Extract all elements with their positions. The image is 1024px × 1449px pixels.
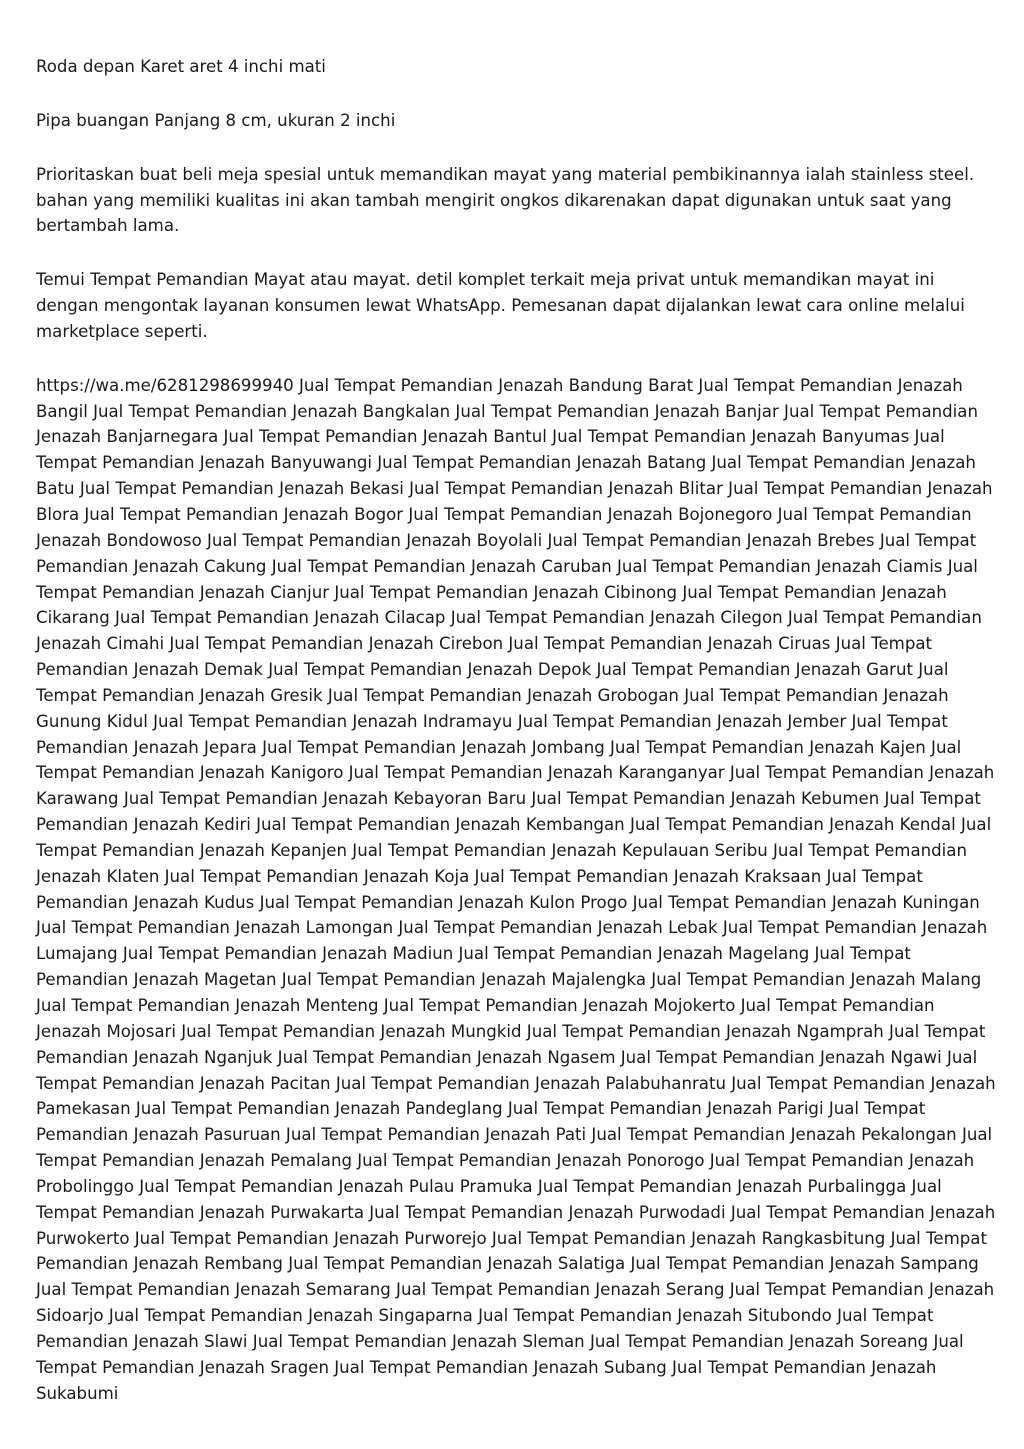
paragraph-material-advice: Prioritaskan buat beli meja spesial untuk memandikan mayat yang material pembikinannya ialah stainless steel. bahan yang memiliki kualitas ini akan tambah mengirit ongkos dikarenakan dapat digunakan untuk saat yang bertambah lama. — [36, 164, 975, 236]
paragraph-contact-info: Temui Tempat Pemandian Mayat atau mayat. detil komplet terkait meja privat untuk memandikan mayat ini dengan mengontak layanan konsumen lewat WhatsApp. Pemesanan dapat dijalankan lewat cara online melalui marketplace seperti. — [36, 270, 965, 341]
paragraph-drain-pipe-spec: Pipa buangan Panjang 8 cm, ukuran 2 inchi — [36, 110, 396, 130]
paragraph-location-list: https://wa.me/6281298699940 Jual Tempat Pemandian Jenazah Bandung Barat Jual Tempat Pemandian Jenazah Bangil Jual Tempat Pemandian Jenazah Bangkalan Jual Tempat Pemandian Jenazah Banjar Jual Tempat Pemandian Jenazah Banjarnegara Jual Tempat Pemandian Jenazah Bantul Jual Tempat Pemandian Jenazah Banyumas Jual Tempat Pemandian Jenazah Banyuwangi Jual Tempat Pemandian Jenazah Batang Jual Tempat Pemandian Jenazah Batu Jual Tempat Pemandian Jenazah Bekasi Jual Tempat Pemandian Jenazah Blitar Jual Tempat Pemandian Jenazah Blora Jual Tempat Pemandian Jenazah Bogor Jual Tempat Pemandian Jenazah Bojonegoro Jual Tempat Pemandian Jenazah Bondowoso Jual Tempat Pemandian Jenazah Boyolali Jual Tempat Pemandian Jenazah Brebes Jual Tempat Pemandian Jenazah Cakung Jual Tempat Pemandian Jenazah Caruban Jual Tempat Pemandian Jenazah Ciamis Jual Tempat Pemandian Jenazah Cianjur Jual Tempat Pemandian Jenazah Cibinong Jual Tempat Pemandian Jenazah Cikarang Jual Tempat Pemandian Jenazah Cilacap Jual Tempat Pemandian Jenazah Cilegon Jual Tempat Pemandian Jenazah Cimahi Jual Tempat Pemandian Jenazah Cirebon Jual Tempat Pemandian Jenazah Ciruas Jual Tempat Pemandian Jenazah Demak Jual Tempat Pemandian Jenazah Depok Jual Tempat Pemandian Jenazah Garut Jual Tempat Pemandian Jenazah Gresik Jual Tempat Pemandian Jenazah Grobogan Jual Tempat Pemandian Jenazah Gunung Kidul Jual Tempat Pemandian Jenazah Indramayu Jual Tempat Pemandian Jenazah Jember Jual Tempat Pemandian Jenazah Jepara Jual Tempat Pemandian Jenazah Jombang Jual Tempat Pemandian Jenazah Kajen Jual Tempat Pemandian Jenazah Kanigoro Jual Tempat Pemandian Jenazah Karanganyar Jual Tempat Pemandian Jenazah Karawang Jual Tempat Pemandian Jenazah Kebayoran Baru Jual Tempat Pemandian Jenazah Kebumen Jual Tempat Pemandian Jenazah Kediri Jual Tempat Pemandian Jenazah Kembangan Jual Tempat Pemandian Jenazah Kendal Jual Tempat Pemandian Jenazah Kepanjen Jual Tempat Pemandian Jenazah Kepulauan Seribu Jual Tempat Pemandian Jenazah Klaten Jual Tempat Pemandian Jenazah Koja Jual Tempat Pemandian Jenazah Kraksaan Jual Tempat Pemandian Jenazah Kudus Jual Tempat Pemandian Jenazah Kulon Progo Jual Tempat Pemandian Jenazah Kuningan Jual Tempat Pemandian Jenazah Lamongan Jual Tempat Pemandian Jenazah Lebak Jual Tempat Pemandian Jenazah Lumajang Jual Tempat Pemandian Jenazah Madiun Jual Tempat Pemandian Jenazah Magelang Jual Tempat Pemandian Jenazah Magetan Jual Tempat Pemandian Jenazah Majalengka Jual Tempat Pemandian Jenazah Malang Jual Tempat Pemandian Jenazah Menteng Jual Tempat Pemandian Jenazah Mojokerto Jual Tempat Pemandian Jenazah Mojosari Jual Tempat Pemandian Jenazah Mungkid Jual Tempat Pemandian Jenazah Ngamprah Jual Tempat Pemandian Jenazah Nganjuk Jual Tempat Pemandian Jenazah Ngasem Jual Tempat Pemandian Jenazah Ngawi Jual Tempat Pemandian Jenazah Pacitan Jual Tempat Pemandian Jenazah Palabuhanratu Jual Tempat Pemandian Jenazah Pamekasan Jual Tempat Pemandian Jenazah Pandeglang Jual Tempat Pemandian Jenazah Parigi Jual Tempat Pemandian Jenazah Pasuruan Jual Tempat Pemandian Jenazah Pati Jual Tempat Pemandian Jenazah Pekalongan Jual Tempat Pemandian Jenazah Pemalang Jual Tempat Pemandian Jenazah Ponorogo Jual Tempat Pemandian Jenazah Probolinggo Jual Tempat Pemandian Jenazah Pulau Pramuka Jual Tempat Pemandian Jenazah Purbalingga Jual Tempat Pemandian Jenazah Purwakarta Jual Tempat Pemandian Jenazah Purwodadi Jual Tempat Pemandian Jenazah Purwokerto Jual Tempat Pemandian Jenazah Purworejo Jual Tempat Pemandian Jenazah Rangkasbitung Jual Tempat Pemandian Jenazah Rembang Jual Tempat Pemandian Jenazah Salatiga Jual Tempat Pemandian Jenazah Sampang Jual Tempat Pemandian Jenazah Semarang Jual Tempat Pemandian Jenazah Serang Jual Tempat Pemandian Jenazah Sidoarjo Jual Tempat Pemandian Jenazah Singaparna Jual Tempat Pemandian Jenazah Situbondo Jual Tempat Pemandian Jenazah Slawi Jual Tempat Pemandian Jenazah Sleman Jual Tempat Pemandian Jenazah Soreang Jual Tempat Pemandian Jenazah Sragen Jual Tempat Pemandian Jenazah Subang Jual Tempat Pemandian Jenazah Sukabumi — [36, 375, 996, 1403]
document-page — [36, 54, 996, 1435]
paragraph-wheel-spec: Roda depan Karet aret 4 inchi mati — [36, 57, 326, 76]
